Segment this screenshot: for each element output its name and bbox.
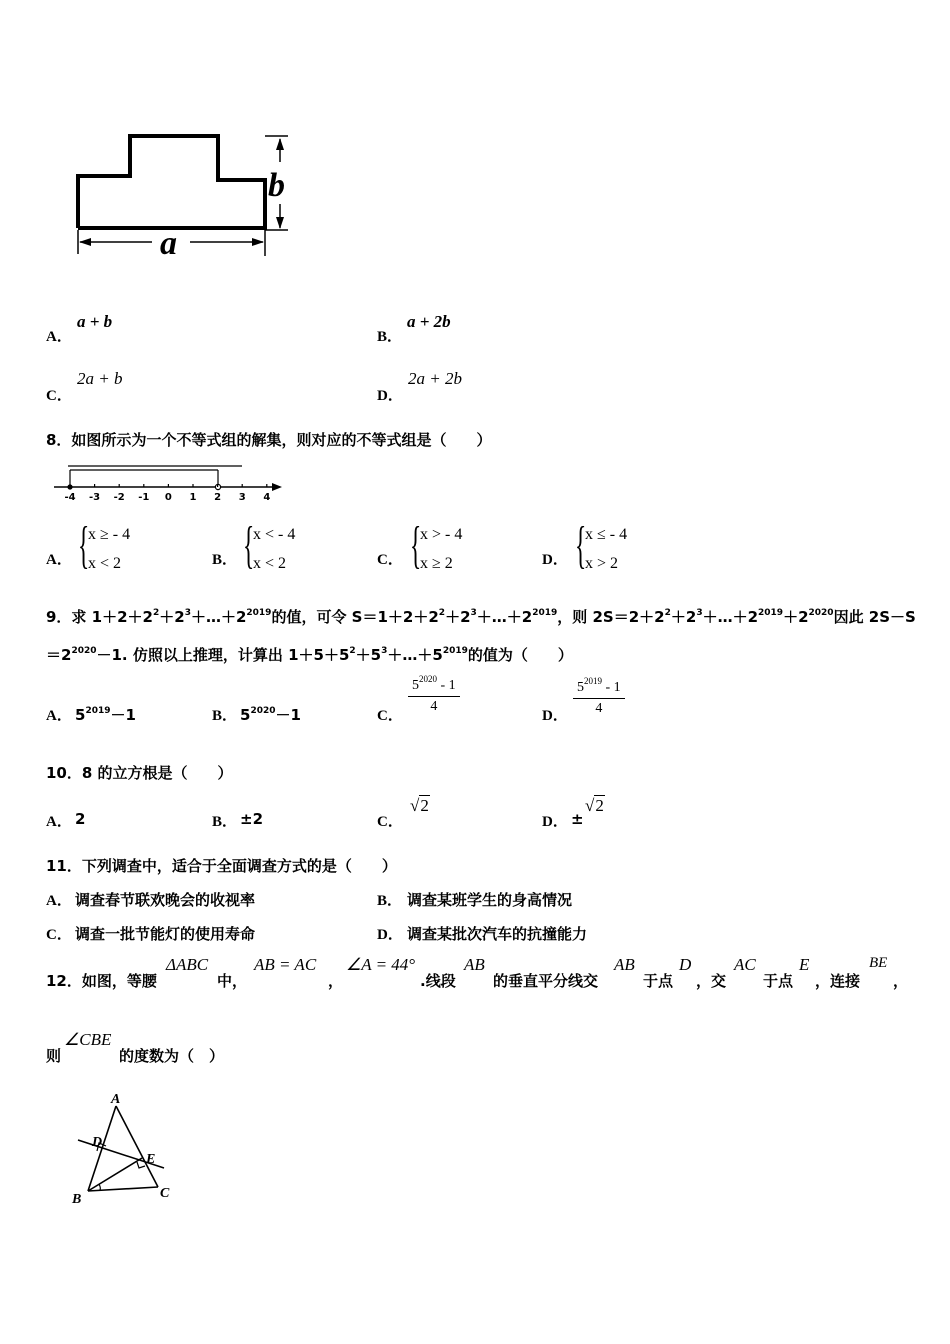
- q12-math-angle-a: ∠A = 44°: [346, 955, 416, 974]
- q9-sup: 2: [152, 608, 160, 618]
- q9-line1: [46, 606, 916, 627]
- q8-axis-arrow: [272, 483, 282, 491]
- q9-sup: 3: [696, 608, 703, 618]
- q9-option-c-num-base: 5: [412, 678, 419, 693]
- q8-option-d-system: [585, 520, 627, 578]
- q12-math-ab-2: AB: [614, 955, 635, 974]
- q10-option-c-radicand: 2: [420, 796, 429, 815]
- q11-option-d-label[interactable]: D．: [377, 927, 403, 943]
- q12-label-a: A: [111, 1092, 121, 1107]
- q12-text-3: ，: [328, 972, 344, 990]
- q12-text-2: 中，: [217, 972, 248, 990]
- q11-option-a-label[interactable]: A．: [46, 893, 72, 909]
- q12-math-ab-eq-ac: AB = AC: [254, 955, 317, 974]
- q9-option-b-tail: －1: [275, 706, 301, 724]
- q11-option-b-label[interactable]: B．: [377, 893, 403, 909]
- q8-option-c-line2: x ≥ 2: [420, 555, 453, 572]
- q8-number-line: [50, 460, 290, 506]
- q12-text-1: 12．如图，等腰: [46, 972, 157, 990]
- q12-math-be: BE: [869, 955, 888, 971]
- q12-segment-be: [88, 1158, 142, 1191]
- q12-text-11: 则: [46, 1047, 62, 1065]
- q8-option-a-label[interactable]: A．: [46, 552, 72, 568]
- q11-option-c-text: 调查一批节能灯的使用寿命: [75, 925, 256, 943]
- q9-sup: 2020: [808, 608, 834, 618]
- q12-label-c: C: [160, 1186, 170, 1201]
- q12-angle-mark-b: [99, 1184, 100, 1190]
- q9-option-c-num-exp: 2020: [419, 674, 437, 684]
- q12-text-8: 于点: [763, 972, 794, 990]
- q7-option-c-label[interactable]: C．: [46, 388, 72, 404]
- q9-option-a-label[interactable]: A．: [46, 708, 72, 724]
- q9-text: ＋5: [355, 646, 382, 664]
- q12-text-10: ，: [893, 972, 909, 990]
- q9-option-a-tail: －1: [110, 706, 136, 724]
- q12-right-angle-e: [137, 1162, 145, 1168]
- q9-text: －1. 仿照以上推理，计算出 1＋5＋5: [96, 646, 350, 664]
- q11-option-b-text: 调查某班学生的身高情况: [407, 891, 573, 909]
- q12-text-6: 于点: [643, 972, 674, 990]
- q8-tick-label: 4: [263, 492, 271, 503]
- q12-math-triangle: ΔABC: [166, 955, 209, 974]
- q9-option-b-label[interactable]: B．: [212, 708, 238, 724]
- q9-option-d-num-tail: - 1: [602, 680, 621, 695]
- q8-tick-label: 0: [164, 492, 172, 503]
- q8-stem: 8．如图所示为一个不等式组的解集，则对应的不等式组是（ ）: [46, 431, 492, 449]
- q7-option-d-label[interactable]: D．: [377, 388, 403, 404]
- q10-option-d-label[interactable]: D．: [542, 814, 568, 830]
- q8-option-d-brace: {: [575, 517, 587, 574]
- q10-option-d-sqrt: √2: [585, 796, 604, 815]
- q9-text: 的值，可令 S＝1＋2＋2: [271, 608, 439, 626]
- q9-sup: 2: [438, 608, 446, 618]
- q9-option-c-label[interactable]: C．: [377, 708, 403, 724]
- q9-option-b-exp: 2020: [250, 706, 276, 716]
- q9-sup: 2019: [246, 608, 272, 618]
- q9-option-d-label[interactable]: D．: [542, 708, 568, 724]
- q9-text: ＋…＋5: [387, 646, 443, 664]
- q8-option-d-line2: x > 2: [585, 555, 619, 572]
- q8-option-a-system: [88, 520, 130, 578]
- q8-option-c-label[interactable]: C．: [377, 552, 403, 568]
- q8-tick-label: 1: [189, 492, 197, 503]
- q9-sup: 2: [349, 646, 356, 656]
- q9-option-c-numerator: [408, 674, 460, 697]
- q12-math-d: D: [679, 955, 692, 974]
- q7-figure: [60, 92, 330, 272]
- q12-label-d: D: [92, 1135, 103, 1150]
- q9-option-d-numerator: [573, 676, 625, 699]
- q8-tick-label: -4: [64, 492, 76, 503]
- q12-math-angle-cbe: ∠CBE: [64, 1030, 112, 1049]
- q9-option-a-value: [75, 704, 136, 725]
- q8-option-a-line2: x < 2: [88, 555, 122, 572]
- q8-tick-label: -1: [138, 492, 150, 503]
- q9-option-b-value: [240, 704, 301, 725]
- q12-math-ab-1: AB: [464, 955, 485, 974]
- q9-line2: [46, 644, 573, 665]
- q12-side-ac: [116, 1106, 158, 1187]
- q9-sup: 2020: [71, 646, 97, 656]
- q12-text-9: ，连接: [815, 972, 861, 990]
- q9-text: 9．求 1＋2＋2: [46, 608, 153, 626]
- q10-option-c-label[interactable]: C．: [377, 814, 403, 830]
- q10-option-a-label[interactable]: A．: [46, 814, 72, 830]
- q9-sup: 2019: [532, 608, 558, 618]
- q7-option-b-math: a + 2b: [407, 312, 451, 331]
- q8-option-d-label[interactable]: D．: [542, 552, 568, 568]
- q9-text: ＋…＋2: [702, 608, 759, 626]
- q9-text: ＋…＋2: [190, 608, 247, 626]
- q12-label-e: E: [146, 1152, 156, 1167]
- q9-option-d-fraction: [573, 676, 625, 717]
- q12-text-4: .线段: [420, 972, 456, 990]
- q7-option-a-label[interactable]: A．: [46, 329, 72, 345]
- q9-option-a-base: 5: [75, 706, 86, 724]
- q9-sup: 2019: [758, 608, 784, 618]
- q11-stem: 11．下列调查中，适合于全面调查方式的是（ ）: [46, 857, 397, 875]
- q12-figure: [66, 1090, 196, 1210]
- q10-option-b-value: ±2: [240, 810, 264, 828]
- q11-option-d-text: 调查某批次汽车的抗撞能力: [407, 925, 588, 943]
- q9-option-a-exp: 2019: [85, 706, 111, 716]
- q11-option-a-text: 调查春节联欢晚会的收视率: [75, 891, 256, 909]
- q8-option-c-brace: {: [410, 517, 422, 574]
- q9-text: ＋…＋2: [476, 608, 533, 626]
- q12-text-12: 的度数为（ ）: [119, 1047, 225, 1065]
- q7-a-arrowhead-right: [252, 238, 264, 246]
- q9-option-c-num-tail: - 1: [437, 678, 456, 693]
- q9-option-c-denominator: 4: [430, 699, 438, 714]
- q9-text: ＝2: [46, 646, 72, 664]
- q9-text: ，则 2S＝2＋2: [557, 608, 665, 626]
- q9-option-c-fraction: [408, 674, 460, 715]
- q8-tick-label: -2: [113, 492, 125, 503]
- q9-text: 的值为（ ）: [467, 646, 573, 664]
- q8-option-b-label[interactable]: B．: [212, 552, 238, 568]
- q9-text: ＋2: [445, 608, 471, 626]
- q7-option-b-label[interactable]: B．: [377, 329, 403, 345]
- q9-sup: 2: [664, 608, 671, 618]
- q8-tick-label: -3: [89, 492, 101, 503]
- q12-text-5: 的垂直平分线交: [493, 972, 599, 990]
- q10-option-a-value: 2: [75, 810, 86, 828]
- q9-option-d-num-base: 5: [577, 680, 584, 695]
- q8-option-c-line1: x > - 4: [420, 526, 463, 543]
- q8-option-a-line1: x ≥ - 4: [88, 526, 131, 543]
- q10-option-d-radicand: 2: [595, 796, 604, 815]
- q9-option-d-num-exp: 2019: [584, 676, 602, 686]
- q10-stem: 10．8 的立方根是（ ）: [46, 764, 233, 782]
- q7-shape-outline: [78, 136, 265, 228]
- q9-sup: 3: [381, 646, 388, 656]
- q7-option-c-math: 2a + b: [77, 369, 123, 388]
- q9-sup: 3: [184, 608, 191, 618]
- q11-option-c-label[interactable]: C．: [46, 927, 72, 943]
- q8-tick-label: 2: [214, 492, 222, 503]
- q9-text: ＋2: [159, 608, 185, 626]
- q8-option-b-brace: {: [243, 517, 255, 574]
- q9-text: ＋2: [783, 608, 809, 626]
- q8-option-b-system: [253, 520, 295, 578]
- q10-option-c-sqrt: √2: [410, 796, 429, 815]
- q8-tick-label: 3: [238, 492, 246, 503]
- q9-sup: 2019: [442, 646, 468, 656]
- q7-label-a: a: [160, 225, 177, 262]
- q9-text: 因此 2S－S: [833, 608, 916, 626]
- q12-label-b: B: [72, 1192, 82, 1207]
- q8-option-b-line2: x < 2: [253, 555, 287, 572]
- q7-option-a-math: a + b: [77, 312, 113, 331]
- q8-option-a-brace: {: [78, 517, 90, 574]
- q9-option-d-denominator: 4: [595, 701, 603, 716]
- q7-option-d-math: 2a + 2b: [408, 369, 462, 388]
- q12-math-e: E: [799, 955, 810, 974]
- q7-a-arrowhead-left: [79, 238, 91, 246]
- q12-math-ac: AC: [734, 955, 756, 974]
- q7-b-arrowhead-bottom: [276, 217, 284, 229]
- q7-b-arrowhead-top: [276, 138, 284, 150]
- q10-option-b-label[interactable]: B．: [212, 814, 238, 830]
- q8-option-b-line1: x < - 4: [253, 526, 296, 543]
- q10-option-d-prefix: ±: [571, 810, 584, 828]
- q8-option-d-line1: x ≤ - 4: [585, 526, 628, 543]
- q12-text-7: ，交: [696, 972, 727, 990]
- q8-option-c-system: [420, 520, 462, 578]
- q7-label-b: b: [268, 167, 285, 204]
- q12-side-bc: [88, 1187, 158, 1191]
- q9-option-b-base: 5: [240, 706, 251, 724]
- q9-text: ＋2: [670, 608, 697, 626]
- q9-sup: 3: [470, 608, 477, 618]
